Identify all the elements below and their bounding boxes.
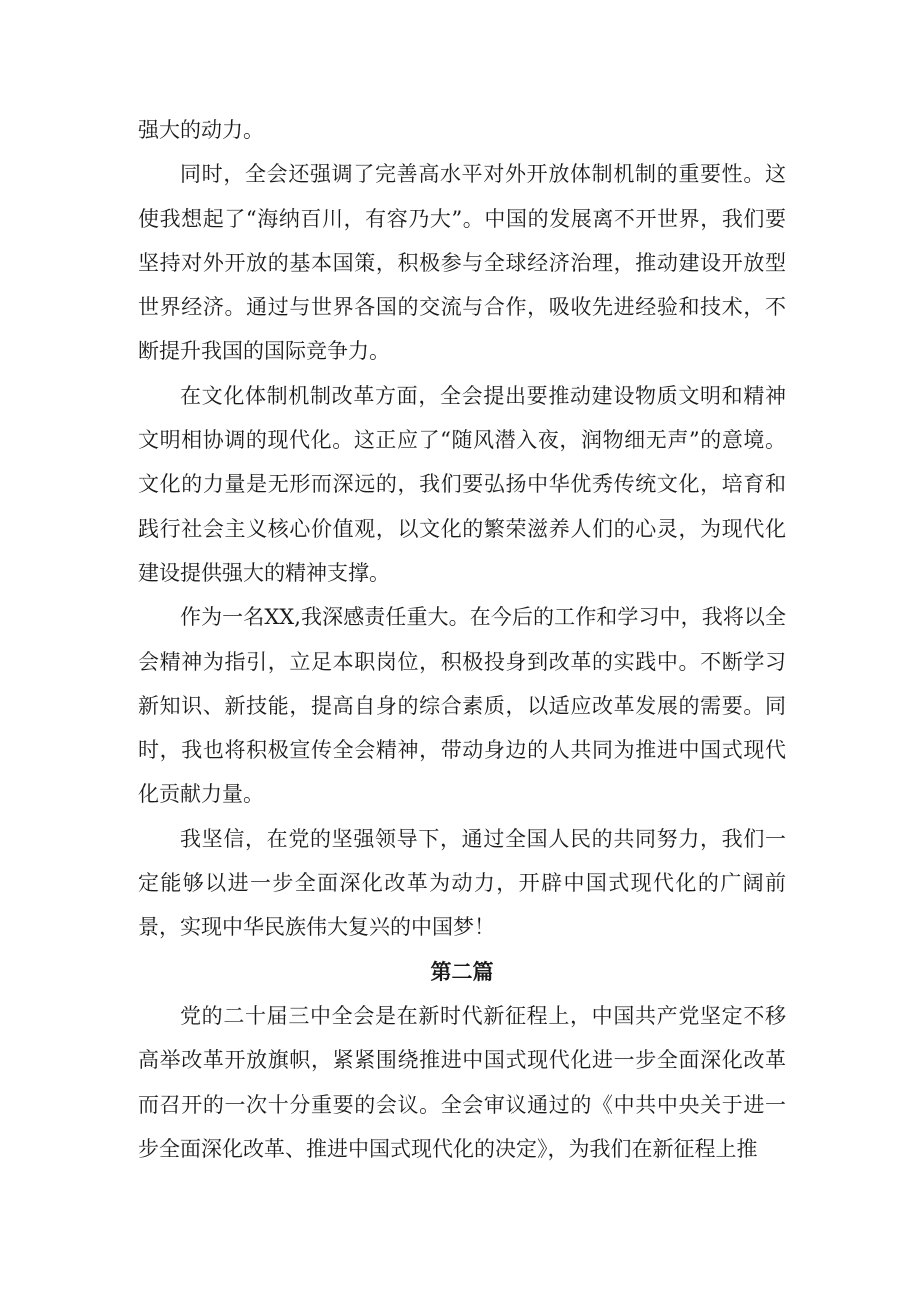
paragraph-culture: 在文化体制机制改革方面，全会提出要推动建设物质文明和精神文明相协调的现代化。这正应了“随风潜入夜，润物细无声”的意境。文化的力量是无形而深远的，我们要弘扬中华优秀传统文化，培育和践行社会主义核心价值观，以文化的繁荣滋养人们的心灵，为现代化建设提供强大的精神支撑。: [138, 383, 786, 585]
paragraph-conviction: 我坚信，在党的坚强领导下，通过全国人民的共同努力，我们一定能够以进一步全面深化改革为动力，开辟中国式现代化的广阔前景，实现中华民族伟大复兴的中国梦！: [138, 826, 786, 940]
paragraph-second-article-intro: 党的二十届三中全会是在新时代新征程上，中国共产党坚定不移高举改革开放旗帜，紧紧围绕推进中国式现代化进一步全面深化改革而召开的一次十分重要的会议。全会审议通过的《中共中央关于进一步全面深化改革、推进中国式现代化的决定》，为我们在新征程上推: [138, 1003, 786, 1161]
paragraph-continuation: 强大的动力。: [138, 118, 264, 142]
paragraph-responsibility: 作为一名XX,我深感责任重大。在今后的工作和学习中，我将以全会精神为指引，立足本职岗位，积极投身到改革的实践中。不断学习新知识、新技能，提高自身的综合素质，以适应改革发展的需要。同时，我也将积极宣传全会精神，带动身边的人共同为推进中国式现代化贡献力量。: [138, 605, 786, 807]
section-title: 第二篇: [430, 959, 494, 984]
paragraph-opening-up: 同时，全会还强调了完善高水平对外开放体制机制的重要性。这使我想起了“海纳百川，有容乃大”。中国的发展离不开世界，我们要坚持对外开放的基本国策，积极参与全球经济治理，推动建设开放型世界经济。通过与世界各国的交流与合作，吸收先进经验和技术，不断提升我国的国际竞争力。: [138, 162, 786, 364]
document-page: [138, 108, 786, 1171]
